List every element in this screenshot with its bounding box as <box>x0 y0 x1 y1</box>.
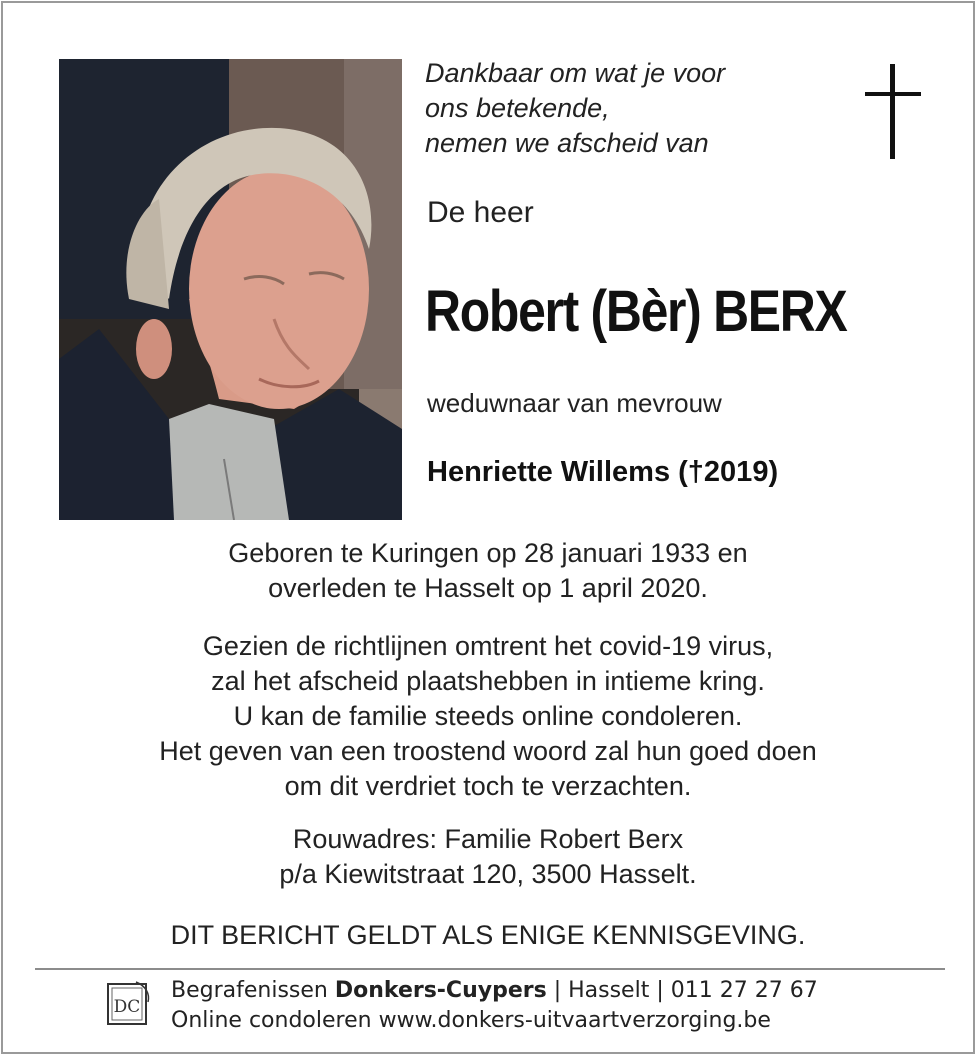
message-line: Het geven van een troostend woord zal hun goed doen <box>159 736 817 766</box>
footer-divider <box>35 968 945 970</box>
footer-line-online <box>171 1006 818 1036</box>
official-notice: DIT BERICHT GELDT ALS ENIGE KENNISGEVING. <box>170 920 806 950</box>
footer-separator: | <box>649 978 671 1003</box>
website-link[interactable]: www.donkers-uitvaartverzorging.be <box>378 1008 771 1033</box>
logo-text: DC <box>113 997 141 1017</box>
company-name: Donkers-Cuypers <box>334 978 547 1003</box>
message-line: zal het afscheid plaatshebben in intieme kring. <box>211 666 765 696</box>
widow-of-label: weduwnaar van mevrouw <box>427 388 722 418</box>
message-line: om dit verdriet toch te verzachten. <box>284 771 692 801</box>
intro-line: ons betekende, <box>425 93 610 123</box>
honorific: De heer <box>427 196 534 229</box>
footer-separator: | <box>546 978 569 1003</box>
address-line: p/a Kiewitstraat 120, 3500 Hasselt. <box>279 859 697 889</box>
phone-number[interactable]: 011 27 27 67 <box>670 978 818 1003</box>
death-line: overleden te Hasselt op 1 april 2020. <box>268 573 708 603</box>
mourning-address <box>0 822 976 892</box>
deceased-name: Robert (Bèr) BERX <box>425 279 847 344</box>
cross-icon <box>865 64 921 159</box>
intro-line: Dankbaar om wat je voor <box>425 58 726 88</box>
spouse-name: Henriette Willems (†2019) <box>427 456 779 488</box>
birth-line: Geboren te Kuringen op 28 januari 1933 en <box>228 538 748 568</box>
footer-line-company <box>171 976 818 1006</box>
funeral-home-logo <box>106 980 152 1028</box>
intro-text <box>425 56 725 161</box>
birth-death-details <box>0 536 976 606</box>
online-label: Online condoleren <box>171 1008 372 1033</box>
intro-line: nemen we afscheid van <box>425 128 709 158</box>
address-line: Rouwadres: Familie Robert Berx <box>292 824 684 854</box>
footer-city: Hasselt <box>568 978 650 1003</box>
portrait-photo <box>59 59 402 520</box>
message-line: U kan de familie steeds online condoleren. <box>233 701 743 731</box>
footer-prefix: Begrafenissen <box>171 978 328 1003</box>
covid-message <box>0 629 976 804</box>
footer-info <box>171 976 818 1036</box>
message-line: Gezien de richtlijnen omtrent het covid-19 virus, <box>202 631 774 661</box>
